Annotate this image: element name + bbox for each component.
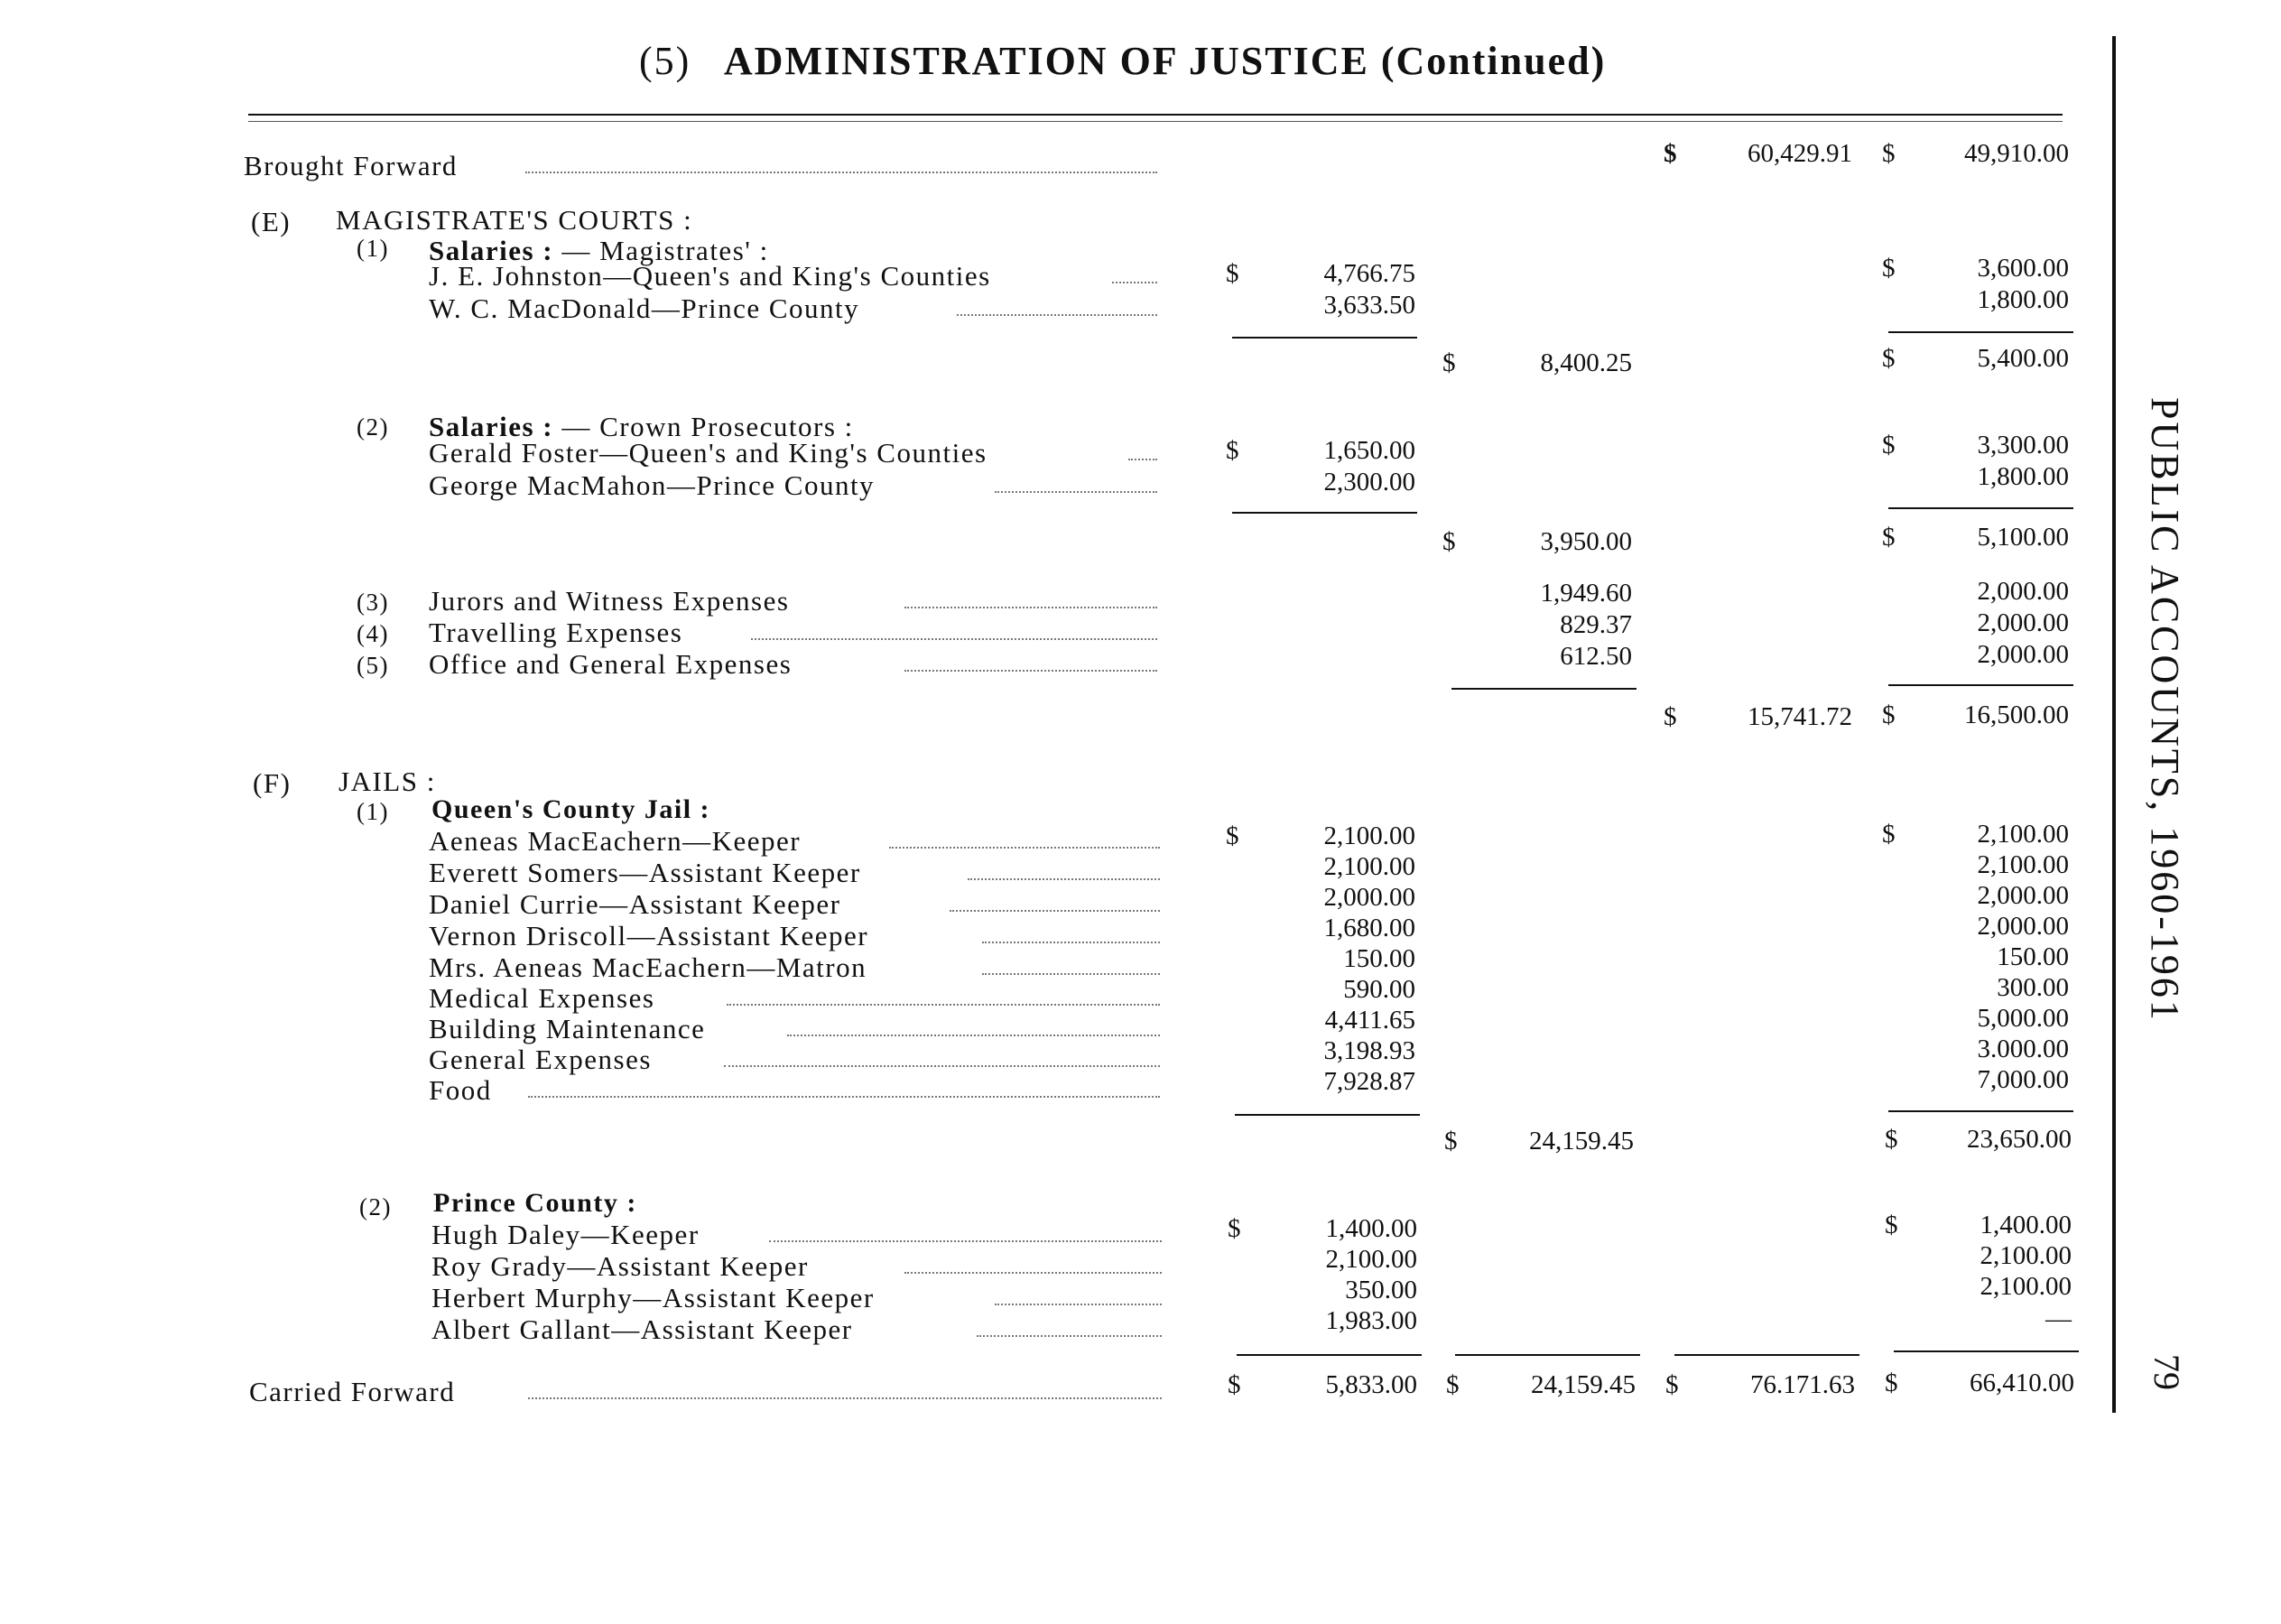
row-col4: 2,100.00 xyxy=(1980,1272,2072,1301)
row-col1: 2,100.00 xyxy=(1323,852,1415,881)
row-label: Roy Grady—Assistant Keeper xyxy=(431,1250,809,1282)
crown-prosecutors-label: — Crown Prosecutors : xyxy=(561,411,854,442)
subtotal-rule xyxy=(1451,688,1637,690)
carried-forward-col2: 24,159.45 xyxy=(1531,1370,1636,1399)
brought-forward-col3: 60,429.91 xyxy=(1748,139,1852,168)
row-col1: 4,411.65 xyxy=(1324,1006,1415,1035)
row-col4: 2,100.00 xyxy=(1980,1241,2072,1270)
currency-symbol: $ xyxy=(1228,1214,1241,1243)
row-col2: 829.37 xyxy=(1560,610,1632,639)
leader-dots xyxy=(957,314,1157,316)
currency-symbol: $ xyxy=(1882,344,1896,373)
subsection-number: (1) xyxy=(357,235,389,262)
header-rule-2 xyxy=(248,121,2063,122)
row-col1: 1,650.00 xyxy=(1323,436,1415,465)
subtotal-col2: 8,400.25 xyxy=(1540,348,1632,377)
section-number: (5) xyxy=(639,39,691,83)
row-col2: 612.50 xyxy=(1560,642,1632,671)
currency-symbol: $ xyxy=(1664,702,1677,731)
row-col4: 3.000.00 xyxy=(1977,1035,2069,1063)
subtotal-col4: 5,100.00 xyxy=(1977,523,2069,552)
row-col1: 4,766.75 xyxy=(1323,259,1415,288)
currency-symbol: $ xyxy=(1228,1370,1241,1399)
row-col4: 300.00 xyxy=(1997,973,2069,1002)
currency-symbol: $ xyxy=(1442,348,1456,377)
row-col1: 3,198.93 xyxy=(1323,1036,1415,1065)
leader-dots xyxy=(528,1096,1160,1098)
row-label: Medical Expenses xyxy=(429,982,655,1014)
header-rule xyxy=(248,114,2063,116)
currency-symbol: $ xyxy=(1446,1370,1460,1399)
salaries-label: Salaries : xyxy=(429,411,554,442)
currency-symbol: $ xyxy=(1885,1211,1898,1239)
leader-dots xyxy=(889,847,1160,849)
section-total-col4: 16,500.00 xyxy=(1964,701,2069,729)
leader-dots xyxy=(968,878,1160,880)
jails-heading: JAILS : xyxy=(338,766,436,797)
currency-symbol: $ xyxy=(1442,527,1456,556)
row-col4: 5,000.00 xyxy=(1977,1004,2069,1033)
subsection-number: (3) xyxy=(357,589,389,616)
subtotal-col4: 23,650.00 xyxy=(1967,1125,2072,1154)
carried-forward-label: Carried Forward xyxy=(249,1376,456,1407)
page-title xyxy=(639,39,1607,83)
subtotal-rule xyxy=(1888,684,2073,686)
continued-label: (Continued) xyxy=(1380,39,1607,83)
row-col1: 1,680.00 xyxy=(1323,914,1415,942)
leader-dots xyxy=(787,1035,1160,1036)
subsection-number: (2) xyxy=(357,413,389,441)
currency-symbol: $ xyxy=(1882,139,1896,168)
total-rule xyxy=(1455,1354,1640,1356)
subtotal-rule xyxy=(1235,1114,1420,1116)
leader-dots xyxy=(982,942,1160,943)
row-label: Mrs. Aeneas MacEachern—Matron xyxy=(429,951,867,983)
row-label: Vernon Driscoll—Assistant Keeper xyxy=(429,920,869,951)
section-letter-e: (E) xyxy=(251,206,292,237)
row-col4: 7,000.00 xyxy=(1977,1065,2069,1094)
row-col4: 2,000.00 xyxy=(1977,881,2069,910)
row-col4: 2,100.00 xyxy=(1977,850,2069,879)
row-label: W. C. MacDonald—Prince County xyxy=(429,292,860,324)
subtotal-col2: 3,950.00 xyxy=(1540,527,1632,556)
row-label: Everett Somers—Assistant Keeper xyxy=(429,857,861,888)
currency-symbol: $ xyxy=(1444,1127,1458,1155)
row-col1: 2,300.00 xyxy=(1323,468,1415,496)
row-label: Travelling Expenses xyxy=(429,617,683,648)
leader-dots xyxy=(977,1335,1162,1337)
section-letter-f: (F) xyxy=(253,767,292,799)
subsection-number: (1) xyxy=(357,798,389,825)
row-col1: 150.00 xyxy=(1343,944,1415,973)
currency-symbol: $ xyxy=(1885,1369,1898,1397)
subtotal-rule xyxy=(1888,1110,2073,1112)
subsection-number: (4) xyxy=(357,620,389,647)
row-label: Jurors and Witness Expenses xyxy=(429,585,790,617)
currency-symbol: $ xyxy=(1226,821,1239,850)
row-col4: 1,800.00 xyxy=(1977,285,2069,314)
currency-symbol: $ xyxy=(1226,436,1239,465)
row-col4: 3,600.00 xyxy=(1977,254,2069,283)
subtotal-rule xyxy=(1232,337,1417,339)
row-label: Food xyxy=(429,1074,492,1106)
right-border xyxy=(2112,36,2116,1413)
leader-dots xyxy=(995,1304,1162,1305)
row-col1: 2,100.00 xyxy=(1325,1245,1417,1274)
section-title: ADMINISTRATION OF JUSTICE xyxy=(723,39,1369,83)
row-label: Albert Gallant—Assistant Keeper xyxy=(431,1313,853,1345)
leader-dots xyxy=(1112,282,1157,283)
brought-forward-col4: 49,910.00 xyxy=(1964,139,2069,168)
row-col4: 150.00 xyxy=(1997,942,2069,971)
row-label: Building Maintenance xyxy=(429,1013,706,1044)
currency-symbol: $ xyxy=(1664,139,1677,168)
row-label: General Expenses xyxy=(429,1044,652,1075)
subtotal-col4: 5,400.00 xyxy=(1977,344,2069,373)
row-col1: 2,100.00 xyxy=(1323,821,1415,850)
currency-symbol: $ xyxy=(1882,701,1896,729)
carried-forward-col1: 5,833.00 xyxy=(1325,1370,1417,1399)
row-col4: 2,100.00 xyxy=(1977,820,2069,849)
section-total-col3: 15,741.72 xyxy=(1748,702,1852,731)
row-col4: 3,300.00 xyxy=(1977,431,2069,459)
queens-jail-heading: Queen's County Jail : xyxy=(431,794,711,824)
row-label: Hugh Daley—Keeper xyxy=(431,1219,700,1250)
row-col1: 590.00 xyxy=(1343,975,1415,1004)
leader-dots xyxy=(751,638,1157,640)
brought-forward-label: Brought Forward xyxy=(244,150,458,181)
row-col4: 2,000.00 xyxy=(1977,577,2069,606)
subtotal-rule xyxy=(1888,331,2073,333)
leader-dots xyxy=(904,670,1157,672)
row-label: Herbert Murphy—Assistant Keeper xyxy=(431,1282,875,1313)
leader-dots xyxy=(995,491,1157,493)
leader-dots xyxy=(904,607,1157,608)
leader-dots xyxy=(982,973,1160,975)
leader-dots xyxy=(528,1397,1162,1399)
row-label: Daniel Currie—Assistant Keeper xyxy=(429,888,841,920)
currency-symbol: $ xyxy=(1226,259,1239,288)
row-col1: 2,000.00 xyxy=(1323,883,1415,912)
row-col4: 1,400.00 xyxy=(1980,1211,2072,1239)
leader-dots xyxy=(1128,459,1157,460)
magistrates-label: — Magistrates' : xyxy=(561,235,769,266)
row-label: Office and General Expenses xyxy=(429,648,793,680)
row-col4: — xyxy=(2045,1304,2072,1333)
subtotal-rule xyxy=(1232,512,1417,514)
leader-dots xyxy=(727,1004,1160,1006)
carried-forward-col3: 76.171.63 xyxy=(1750,1370,1855,1399)
currency-symbol: $ xyxy=(1665,1370,1679,1399)
row-col1: 1,983.00 xyxy=(1325,1306,1417,1335)
row-col1: 7,928.87 xyxy=(1323,1067,1415,1096)
subsection-number: (5) xyxy=(357,652,389,679)
salaries-label: Salaries : xyxy=(429,235,554,266)
side-title: PUBLIC ACCOUNTS, 1960-1961 xyxy=(2143,397,2187,1023)
row-label: George MacMahon—Prince County xyxy=(429,469,876,501)
carried-forward-col4: 66,410.00 xyxy=(1970,1369,2074,1397)
row-col1: 3,633.50 xyxy=(1323,291,1415,320)
subsection-number: (2) xyxy=(359,1193,392,1220)
leader-dots xyxy=(525,172,1157,173)
row-col4: 2,000.00 xyxy=(1977,640,2069,669)
row-col2: 1,949.60 xyxy=(1540,579,1632,608)
total-rule xyxy=(1237,1354,1422,1356)
prince-county-heading: Prince County : xyxy=(433,1188,637,1218)
total-rule xyxy=(1894,1350,2079,1352)
row-label: Gerald Foster—Queen's and King's Counties xyxy=(429,437,988,469)
subtotal-rule xyxy=(1888,507,2073,509)
leader-dots xyxy=(950,910,1160,912)
leader-dots xyxy=(724,1065,1160,1067)
subtotal-col2: 24,159.45 xyxy=(1529,1127,1634,1155)
row-col4: 2,000.00 xyxy=(1977,912,2069,941)
page-number: 79 xyxy=(2147,1354,2187,1390)
row-label: Aeneas MacEachern—Keeper xyxy=(429,825,802,857)
row-col4: 1,800.00 xyxy=(1977,462,2069,491)
magistrates-heading: MAGISTRATE'S COURTS : xyxy=(336,204,693,236)
currency-symbol: $ xyxy=(1885,1125,1898,1154)
leader-dots xyxy=(769,1240,1162,1242)
row-col1: 350.00 xyxy=(1345,1276,1417,1304)
total-rule xyxy=(1674,1354,1859,1356)
row-label: J. E. Johnston—Queen's and King's Counties xyxy=(429,260,991,292)
currency-symbol: $ xyxy=(1882,523,1896,552)
leader-dots xyxy=(904,1272,1162,1274)
currency-symbol: $ xyxy=(1882,820,1896,849)
row-col1: 1,400.00 xyxy=(1325,1214,1417,1243)
currency-symbol: $ xyxy=(1882,431,1896,459)
currency-symbol: $ xyxy=(1882,254,1896,283)
row-col4: 2,000.00 xyxy=(1977,608,2069,637)
